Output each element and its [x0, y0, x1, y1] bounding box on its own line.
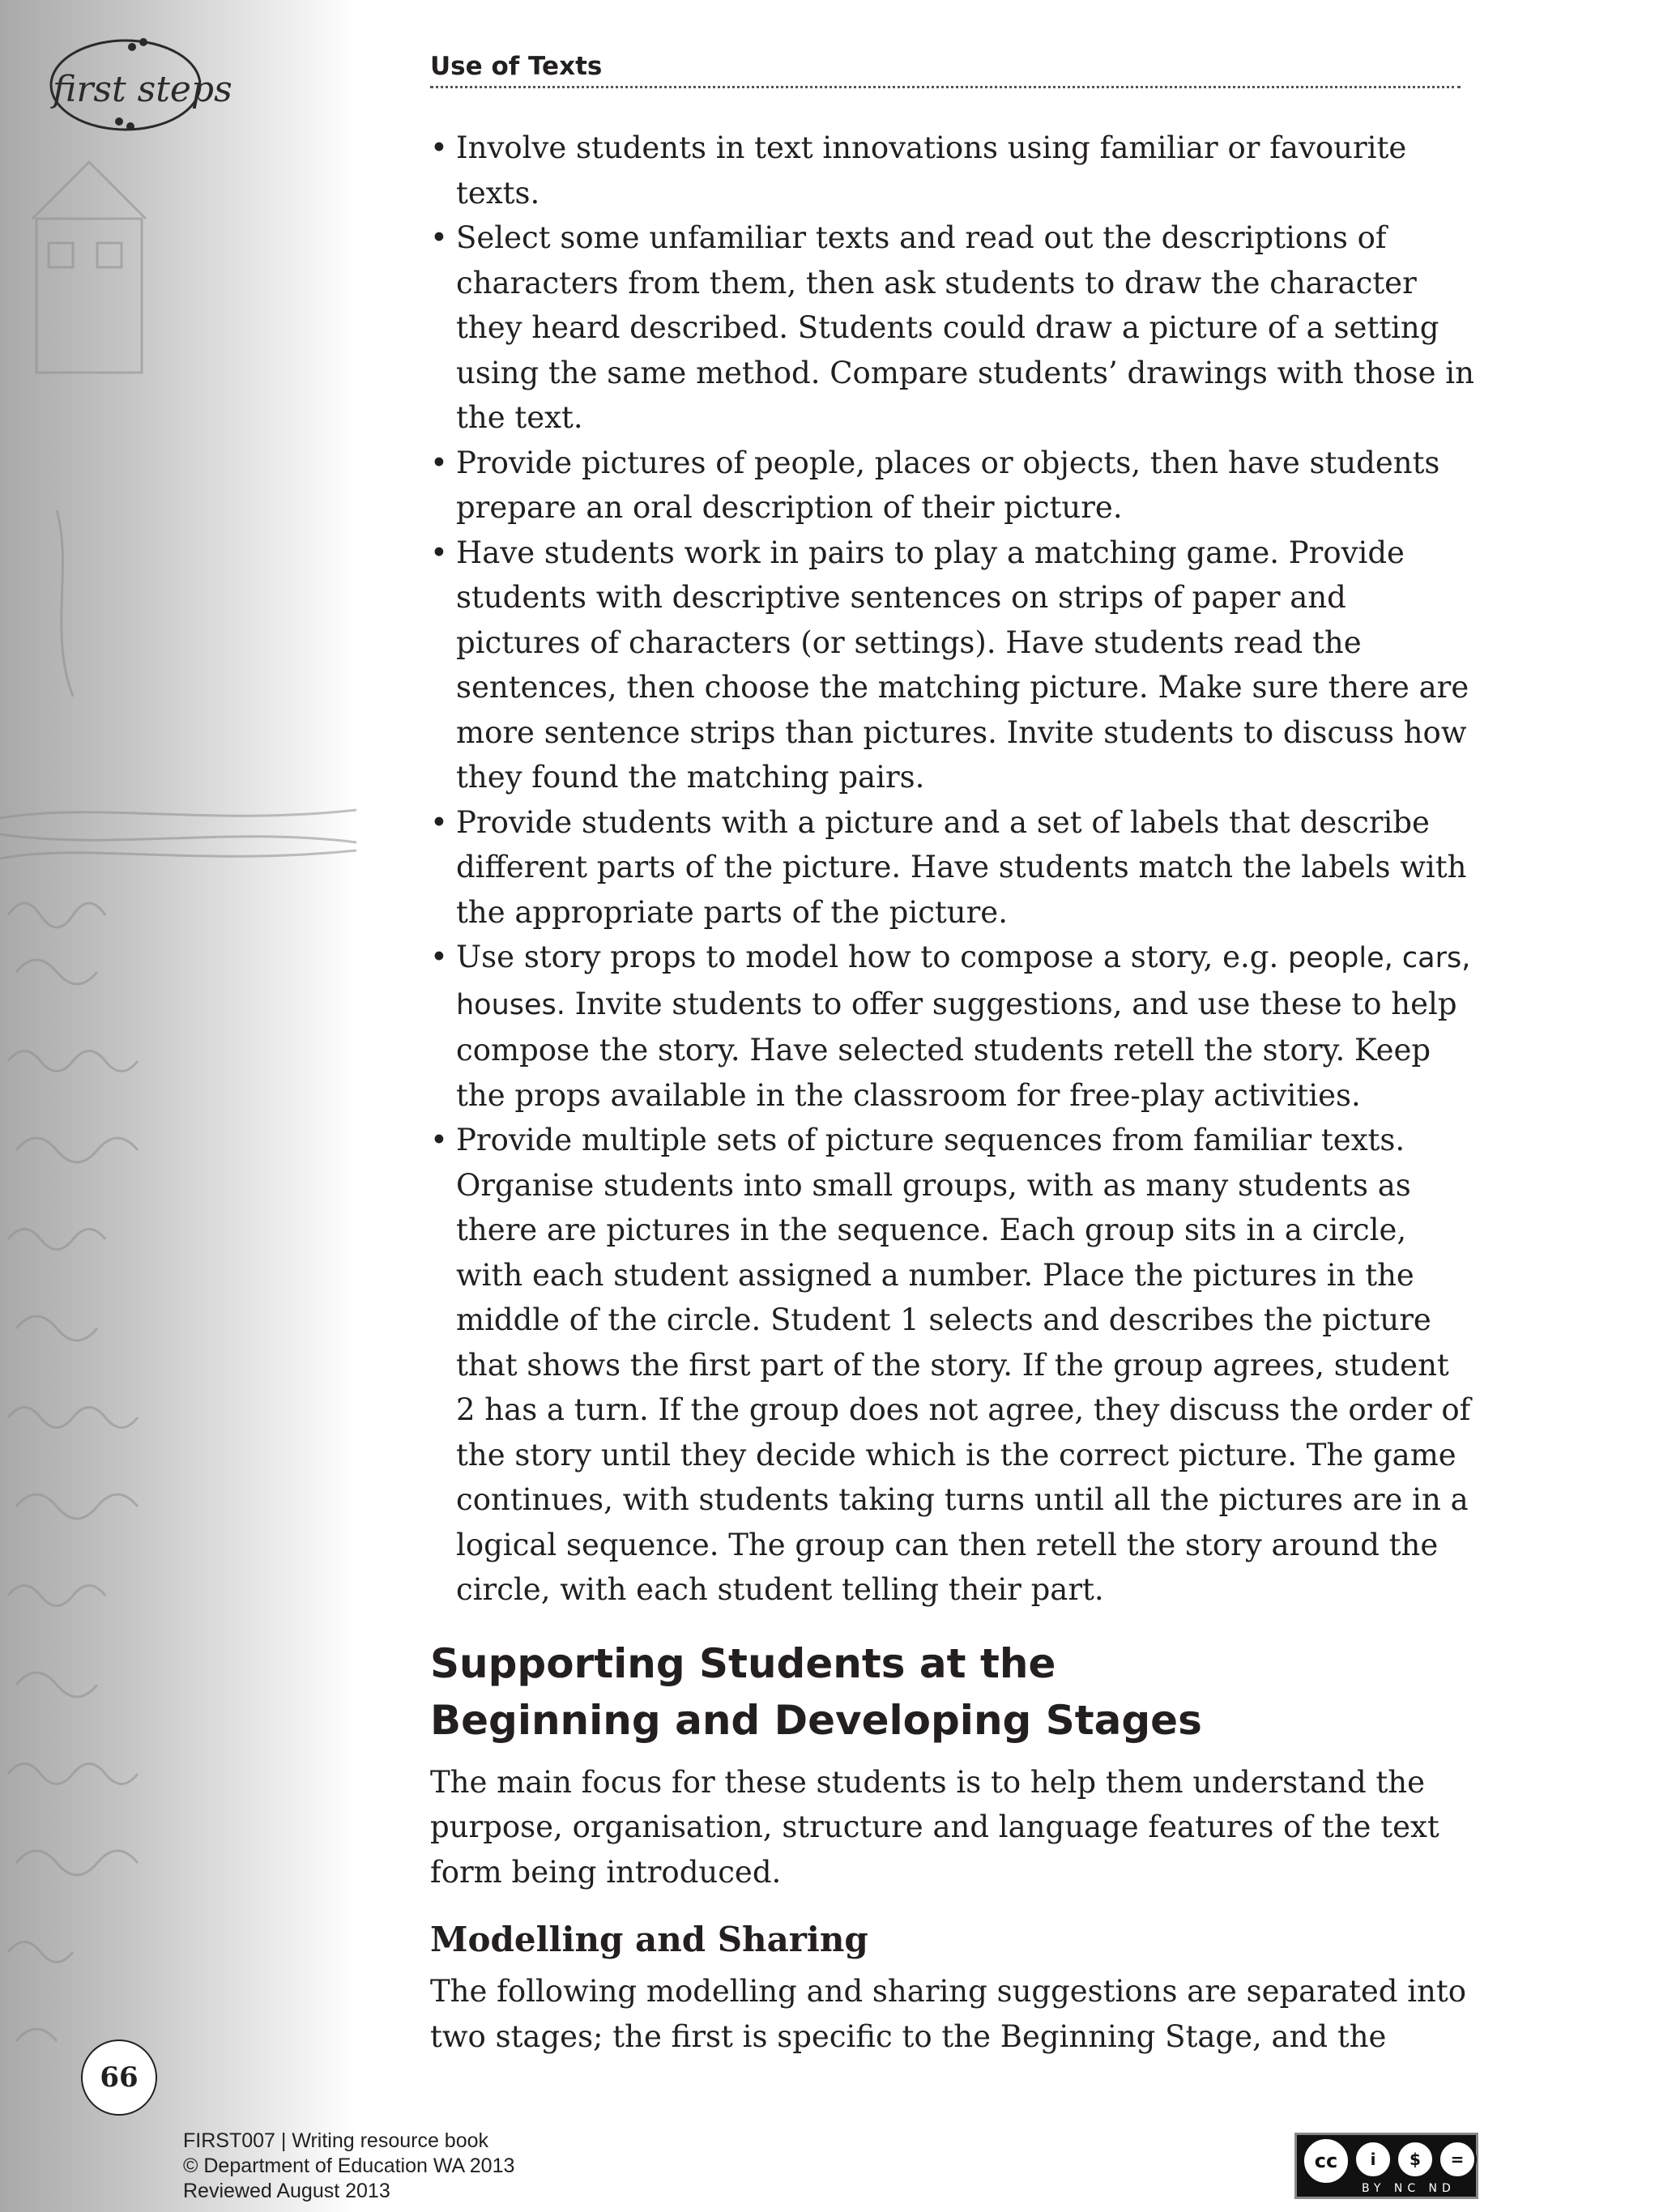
section-intro: The main focus for these students is to help them understand the purpose, organisation, structure and language features of the text form being introduced. [430, 1764, 1439, 1890]
first-steps-logo [45, 32, 232, 138]
list-item-text: Provide pictures of people, places or objects, then have students prepare an oral description of their picture. [456, 445, 1440, 525]
footer-line-reviewed: Reviewed August 2013 [183, 2180, 390, 2202]
header-dotted-rule [430, 86, 1461, 88]
footer-line-copyright: © Department of Education WA 2013 [183, 2154, 515, 2177]
list-item-text: Use story props to model how to compose a story, e.g. [456, 940, 1288, 974]
subsection-heading: Modelling and Sharing [430, 1920, 868, 1959]
list-item-text: Invite students to offer suggestions, and use these to help compose the story. Have selected students retell the story. Keep the props available in the classroom for free-play activities. [456, 986, 1457, 1113]
footer [183, 2129, 514, 2204]
subsection-text: The following modelling and sharing suggestions are separated into two stages; the first is specific to the Beginning Stage, and the [430, 1974, 1467, 2054]
list-item-text: Provide multiple sets of picture sequences from familiar texts. Organise students into small groups, with as many students as there are pictures in the sequence. Each group sits in a circle, with each student assigned a number. Place the pictures in the middle of the circle. Student 1 selects and describes the picture that shows the first part of the story. If the group agrees, student 2 has a turn. If the group does not agree, they discuss the order of the story until they decide which is the correct picture. The game continues, with students taking turns until all the pictures are in a logical sequence. The group can then retell the story around the circle, with each student telling their part. [456, 1123, 1471, 1607]
section-heading: Supporting Students at the Beginning and Developing Stages [430, 1639, 1202, 1744]
main-content [430, 126, 1475, 2059]
list-item [430, 215, 1475, 441]
list-item [430, 935, 1475, 1118]
bullet-icon: • [430, 940, 448, 974]
attribution-icon: i [1354, 2140, 1392, 2179]
list-item-text: Have students work in pairs to play a matching game. Provide students with descriptive sentences on strips of paper and pictures of characters (or settings). Have students read the sentences, then choose the matching picture. Make sure there are more sentence strips than pictures. Invite students to discuss how they found the matching pairs. [456, 535, 1469, 795]
handwriting-background-image [0, 0, 356, 2212]
license-terms: BY NC ND [1362, 2182, 1456, 2195]
bullet-icon: • [430, 1123, 448, 1157]
list-item [430, 441, 1475, 531]
noncommercial-icon: $ [1396, 2140, 1435, 2179]
page-number: 66 [81, 2039, 157, 2116]
cc-icon: cc [1302, 2137, 1350, 2185]
list-item [430, 531, 1475, 800]
bullet-icon: • [430, 445, 448, 480]
bullet-list [430, 126, 1475, 1613]
no-derivatives-icon: = [1438, 2140, 1477, 2179]
logo-text: first steps [53, 69, 232, 110]
list-item-text: Select some unfamiliar texts and read out the descriptions of characters from them, then ask students to draw the character they heard described. Students could draw a picture of a setting using the same method. Compare students’ drawings with those in the text. [456, 220, 1474, 435]
creative-commons-license-badge[interactable] [1294, 2133, 1478, 2199]
example-text: people, cars, houses. [456, 942, 1471, 1021]
list-item [430, 1118, 1475, 1613]
list-item-text: Involve students in text innovations using familiar or favourite texts. [456, 130, 1407, 211]
license-icons [1302, 2140, 1477, 2185]
bullet-icon: • [430, 130, 448, 165]
footer-line-publication: FIRST007 | Writing resource book [183, 2129, 489, 2152]
decorative-side-band [0, 0, 356, 2212]
bullet-icon: • [430, 535, 448, 570]
running-head: Use of Texts [430, 52, 603, 81]
bullet-icon: • [430, 220, 448, 255]
list-item [430, 800, 1475, 936]
bullet-icon: • [430, 804, 448, 840]
list-item [430, 126, 1475, 215]
list-item-text: Provide students with a picture and a set of labels that describe different parts of the picture. Have students match the labels with the appropriate parts of the picture. [456, 804, 1467, 930]
